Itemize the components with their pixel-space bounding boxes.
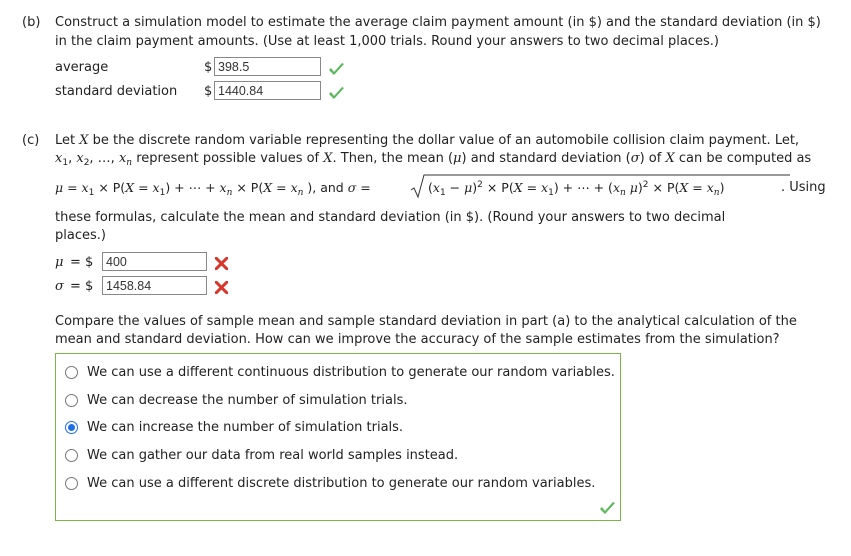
sigma-input[interactable]: 1458.84 [102,276,207,295]
part-c-line2: $x_1$, $x_2$, …, $x_n$ represent possible values of X. Then, the mean (μ) and standard deviation (σ) of X can be computed as [55,151,812,168]
option-label-3[interactable]: We can increase the number of simulation trials. [87,420,404,435]
part-b-label: (b) [22,15,41,30]
answer-options-box [55,353,621,521]
correct-check-icon [328,62,345,76]
correct-check-icon [328,86,345,100]
part-c-line4: these formulas, calculate the mean and standard deviation (in $). (Round your answers to two decimal [55,210,726,225]
mu-input[interactable]: 400 [102,252,207,271]
incorrect-x-icon [215,281,228,294]
part-c-line1: Let X be the discrete random variable representing the dollar value of an automobile collision claim payment. Let, [55,133,800,148]
formula-using: . Using [781,180,826,195]
sigma-equals: = $ [70,279,94,294]
incorrect-x-icon [215,257,228,270]
option-label-1[interactable]: We can use a different continuous distribution to generate our random variables. [87,365,615,380]
option-radio-4[interactable] [65,449,78,462]
sd-input[interactable]: 1440.84 [214,81,321,100]
part-c-line5: places.) [55,228,106,243]
part-c-label: (c) [22,133,40,148]
part-b-question-line1: Construct a simulation model to estimate the average claim payment amount (in $) and the standard deviation (in $) [55,15,821,30]
option-radio-3-selected[interactable] [65,421,78,434]
option-radio-1[interactable] [65,366,78,379]
mu-symbol: μ [55,255,64,270]
option-label-2[interactable]: We can decrease the number of simulation trials. [87,393,408,408]
option-radio-5[interactable] [65,477,78,490]
option-radio-2[interactable] [65,394,78,407]
sd-formula: $(x_1 - \mu)^2 \times P(X = x_1)$ + ⋯ + ($x_n$ $\mu)^2 \times P(X = x_n)$ [428,180,725,198]
option-label-5[interactable]: We can use a different discrete distribution to generate our random variables. [87,476,596,491]
mu-equals: = $ [70,255,94,270]
compare-line1: Compare the values of sample mean and sample standard deviation in part (a) to the analytical calculation of the [55,314,797,329]
sd-currency: $ [204,84,213,99]
mean-formula: $\mu = x_1 \times P(X = x_1)$ + ⋯ + $x_n \times P(X = x_n$ ), and σ = [55,180,371,198]
option-label-4[interactable]: We can gather our data from real world samples instead. [87,448,459,463]
part-b-question-line2: in the claim payment amounts. (Use at least 1,000 trials. Round your answers to two decimal places.) [55,34,719,49]
correct-check-icon [599,501,616,515]
average-label: average [55,60,109,75]
average-input[interactable]: 398.5 [214,57,321,76]
sigma-symbol: σ [55,279,64,294]
compare-line2: mean and standard deviation. How can we improve the accuracy of the sample estimates from the simulation? [55,332,780,347]
average-currency: $ [204,60,213,75]
sd-label: standard deviation [55,84,178,99]
